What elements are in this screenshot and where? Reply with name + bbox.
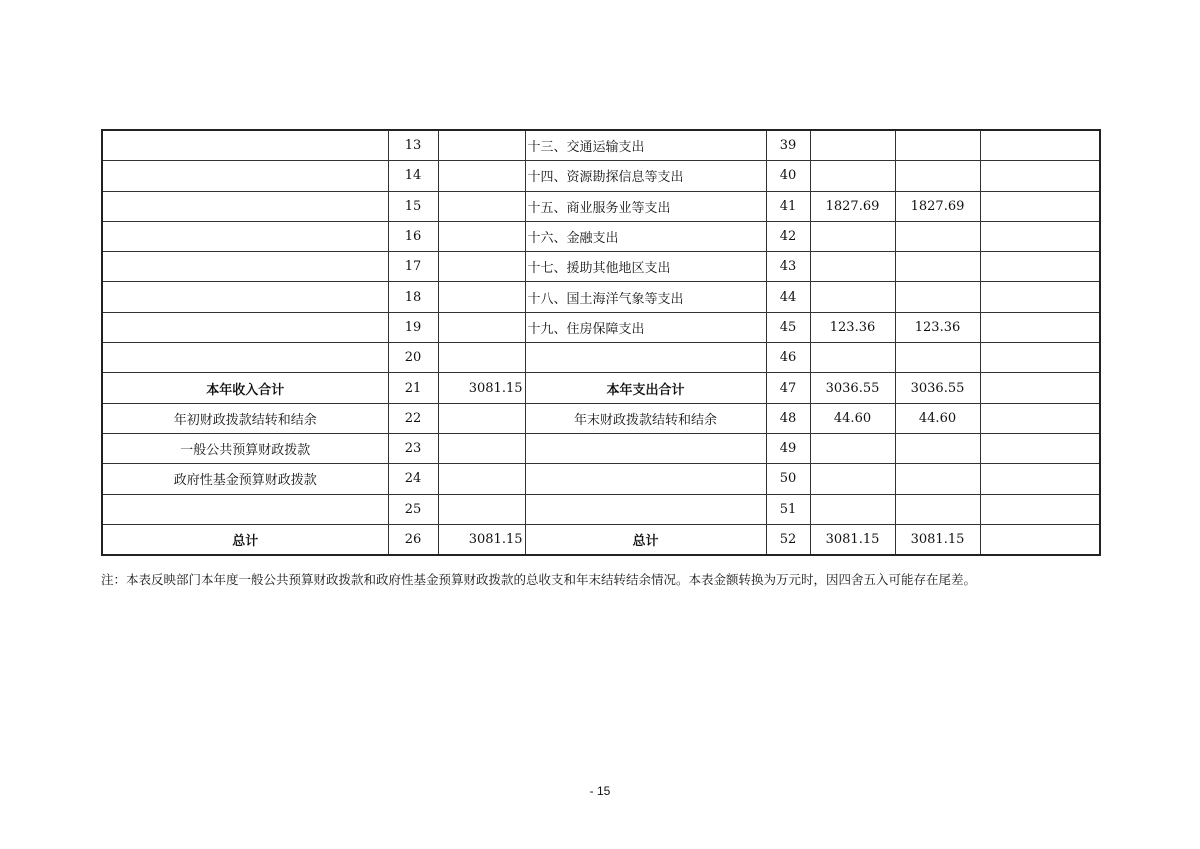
right-amount-general	[895, 221, 980, 251]
left-line-number: 25	[388, 494, 438, 524]
fiscal-appropriation-table	[101, 129, 1101, 556]
right-amount-general	[895, 130, 980, 161]
left-item-label: 本年收入合计	[102, 373, 388, 403]
right-amount-total: 1827.69	[810, 191, 895, 221]
table-row	[102, 130, 1100, 161]
left-item-label	[102, 130, 388, 161]
left-line-number: 20	[388, 343, 438, 373]
right-amount-total: 3036.55	[810, 373, 895, 403]
left-line-number: 18	[388, 282, 438, 312]
right-amount-fund	[980, 433, 1100, 463]
left-amount	[438, 464, 525, 494]
right-line-number: 39	[766, 130, 810, 161]
right-amount-total	[810, 252, 895, 282]
right-amount-general: 44.60	[895, 403, 980, 433]
left-amount: 3081.15	[438, 373, 525, 403]
table-row-annual-total	[102, 373, 1100, 403]
left-amount	[438, 494, 525, 524]
right-amount-fund	[980, 343, 1100, 373]
right-item-label: 十五、商业服务业等支出	[525, 191, 766, 221]
left-amount: 3081.15	[438, 524, 525, 555]
right-amount-general: 1827.69	[895, 191, 980, 221]
right-amount-general	[895, 464, 980, 494]
right-amount-total: 3081.15	[810, 524, 895, 555]
right-item-label: 十七、援助其他地区支出	[525, 252, 766, 282]
right-amount-fund	[980, 494, 1100, 524]
left-item-label	[102, 312, 388, 342]
table-row	[102, 191, 1100, 221]
left-item-label	[102, 221, 388, 251]
table-row	[102, 433, 1100, 463]
table-row	[102, 252, 1100, 282]
left-amount	[438, 221, 525, 251]
right-amount-general	[895, 343, 980, 373]
right-item-label	[525, 343, 766, 373]
right-amount-general	[895, 161, 980, 191]
right-amount-total	[810, 221, 895, 251]
left-line-number: 24	[388, 464, 438, 494]
right-item-label: 十三、交通运输支出	[525, 130, 766, 161]
left-line-number: 14	[388, 161, 438, 191]
right-amount-fund	[980, 464, 1100, 494]
left-line-number: 21	[388, 373, 438, 403]
left-item-label	[102, 282, 388, 312]
table-row	[102, 403, 1100, 433]
left-item-label	[102, 161, 388, 191]
right-amount-total	[810, 343, 895, 373]
right-line-number: 50	[766, 464, 810, 494]
left-line-number: 22	[388, 403, 438, 433]
left-item-label: 一般公共预算财政拨款	[102, 433, 388, 463]
left-line-number: 26	[388, 524, 438, 555]
right-amount-total: 44.60	[810, 403, 895, 433]
right-item-label: 十六、金融支出	[525, 221, 766, 251]
left-item-label: 总计	[102, 524, 388, 555]
right-amount-fund	[980, 191, 1100, 221]
right-line-number: 45	[766, 312, 810, 342]
right-amount-general	[895, 252, 980, 282]
left-amount	[438, 433, 525, 463]
left-item-label	[102, 252, 388, 282]
right-amount-fund	[980, 373, 1100, 403]
right-line-number: 44	[766, 282, 810, 312]
right-item-label	[525, 464, 766, 494]
right-amount-total	[810, 433, 895, 463]
right-line-number: 41	[766, 191, 810, 221]
right-item-label: 十四、资源勘探信息等支出	[525, 161, 766, 191]
table-row-grand-total	[102, 524, 1100, 555]
right-amount-fund	[980, 312, 1100, 342]
right-amount-total	[810, 161, 895, 191]
financial-table-container	[101, 129, 1099, 556]
right-line-number: 49	[766, 433, 810, 463]
right-line-number: 51	[766, 494, 810, 524]
right-line-number: 42	[766, 221, 810, 251]
left-line-number: 19	[388, 312, 438, 342]
right-amount-fund	[980, 130, 1100, 161]
left-line-number: 13	[388, 130, 438, 161]
left-amount	[438, 403, 525, 433]
table-row	[102, 161, 1100, 191]
left-amount	[438, 312, 525, 342]
table-row	[102, 343, 1100, 373]
left-item-label: 年初财政拨款结转和结余	[102, 403, 388, 433]
right-line-number: 47	[766, 373, 810, 403]
right-item-label: 十八、国土海洋气象等支出	[525, 282, 766, 312]
left-line-number: 23	[388, 433, 438, 463]
right-amount-general: 3081.15	[895, 524, 980, 555]
left-item-label: 政府性基金预算财政拨款	[102, 464, 388, 494]
left-item-label	[102, 343, 388, 373]
left-amount	[438, 252, 525, 282]
right-amount-total	[810, 464, 895, 494]
left-amount	[438, 343, 525, 373]
table-footnote: 注：本表反映部门本年度一般公共预算财政拨款和政府性基金预算财政拨款的总收支和年末结转结余情况。本表金额转换为万元时，因四舍五入可能存在尾差。	[101, 572, 977, 587]
right-amount-fund	[980, 221, 1100, 251]
right-item-label: 年末财政拨款结转和结余	[525, 403, 766, 433]
left-amount	[438, 130, 525, 161]
left-line-number: 15	[388, 191, 438, 221]
right-amount-general	[895, 494, 980, 524]
right-line-number: 46	[766, 343, 810, 373]
table-row	[102, 494, 1100, 524]
right-amount-general: 3036.55	[895, 373, 980, 403]
page-number: - 15	[589, 784, 611, 798]
left-amount	[438, 191, 525, 221]
right-item-label: 本年支出合计	[525, 373, 766, 403]
right-line-number: 48	[766, 403, 810, 433]
right-amount-general: 123.36	[895, 312, 980, 342]
right-line-number: 52	[766, 524, 810, 555]
right-amount-total: 123.36	[810, 312, 895, 342]
right-amount-fund	[980, 403, 1100, 433]
left-item-label	[102, 191, 388, 221]
right-line-number: 43	[766, 252, 810, 282]
right-amount-fund	[980, 161, 1100, 191]
right-amount-general	[895, 433, 980, 463]
left-line-number: 17	[388, 252, 438, 282]
table-row	[102, 221, 1100, 251]
left-item-label	[102, 494, 388, 524]
table-row	[102, 312, 1100, 342]
right-item-label	[525, 433, 766, 463]
table-row	[102, 464, 1100, 494]
left-amount	[438, 161, 525, 191]
right-amount-fund	[980, 252, 1100, 282]
right-amount-general	[895, 282, 980, 312]
right-amount-total	[810, 494, 895, 524]
table-row	[102, 282, 1100, 312]
left-line-number: 16	[388, 221, 438, 251]
right-item-label: 总计	[525, 524, 766, 555]
right-item-label: 十九、住房保障支出	[525, 312, 766, 342]
left-amount	[438, 282, 525, 312]
right-amount-fund	[980, 282, 1100, 312]
right-amount-total	[810, 282, 895, 312]
right-amount-fund	[980, 524, 1100, 555]
right-line-number: 40	[766, 161, 810, 191]
right-item-label	[525, 494, 766, 524]
right-amount-total	[810, 130, 895, 161]
